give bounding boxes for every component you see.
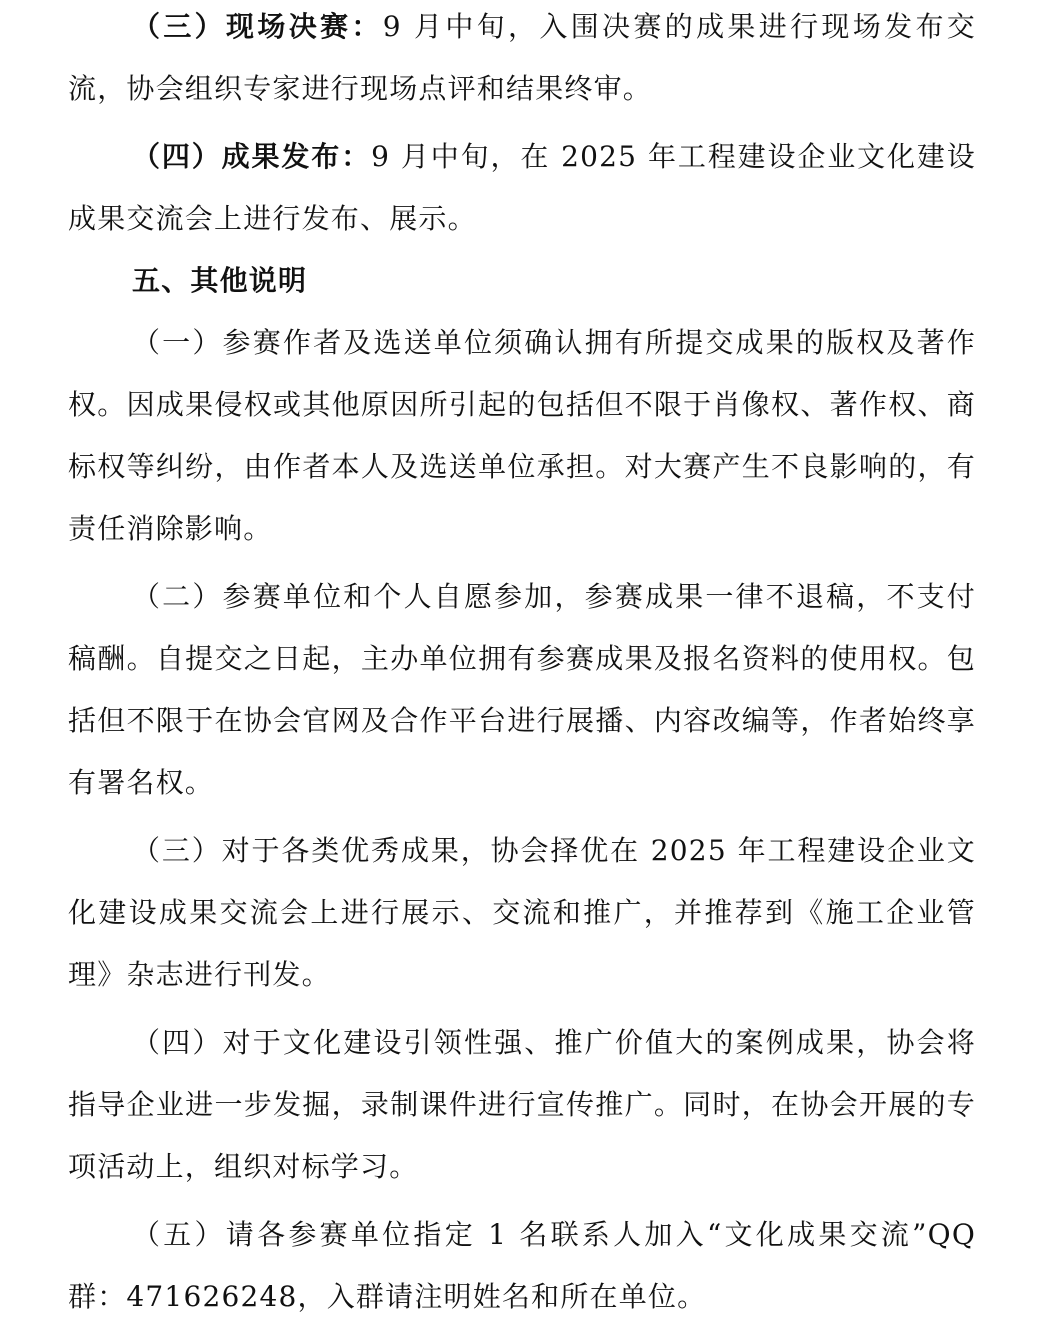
results-release-label: （四）成果发布： [132, 140, 372, 173]
paragraph-final-competition [68, 0, 976, 120]
note-item-copyright: （一）参赛作者及选送单位须确认拥有所提交成果的版权及著作权。因成果侵权或其他原因所引起的包括但不限于肖像权、著作权、商标权等纠纷，由作者本人及选送单位承担。对大赛产生不良影响的，有责任消除影响。 [68, 326, 976, 545]
note-item-showcase: （三）对于各类优秀成果，协会择优在 2025 年工程建设企业文化建设成果交流会上进行展示、交流和推广，并推荐到《施工企业管理》杂志进行刊发。 [68, 834, 976, 991]
paragraph-results-release [68, 126, 976, 250]
note-item-usage-rights: （二）参赛单位和个人自愿参加，参赛成果一律不退稿，不支付稿酬。自提交之日起，主办单位拥有参赛成果及报名资料的使用权。包括但不限于在协会官网及合作平台进行展播、内容改编等，作者始终享有署名权。 [68, 580, 976, 799]
results-release-text: 9 月中旬，在 2025 年工程建设企业文化建设成果交流会上进行发布、展示。 [68, 140, 977, 235]
section-heading-other-notes: 五、其他说明 [132, 264, 308, 297]
note-item-contact-group: （五）请各参赛单位指定 1 名联系人加入“文化成果交流”QQ 群：471626248，入群请注明姓名和所在单位。 [68, 1218, 976, 1313]
note-item-promotion: （四）对于文化建设引领性强、推广价值大的案例成果，协会将指导企业进一步发掘，录制课件进行宣传推广。同时，在协会开展的专项活动上，组织对标学习。 [68, 1026, 976, 1183]
final-competition-text: 9 月中旬，入围决赛的成果进行现场发布交流，协会组织专家进行现场点评和结果终审。 [68, 10, 976, 105]
final-competition-label: （三）现场决赛： [132, 10, 383, 43]
